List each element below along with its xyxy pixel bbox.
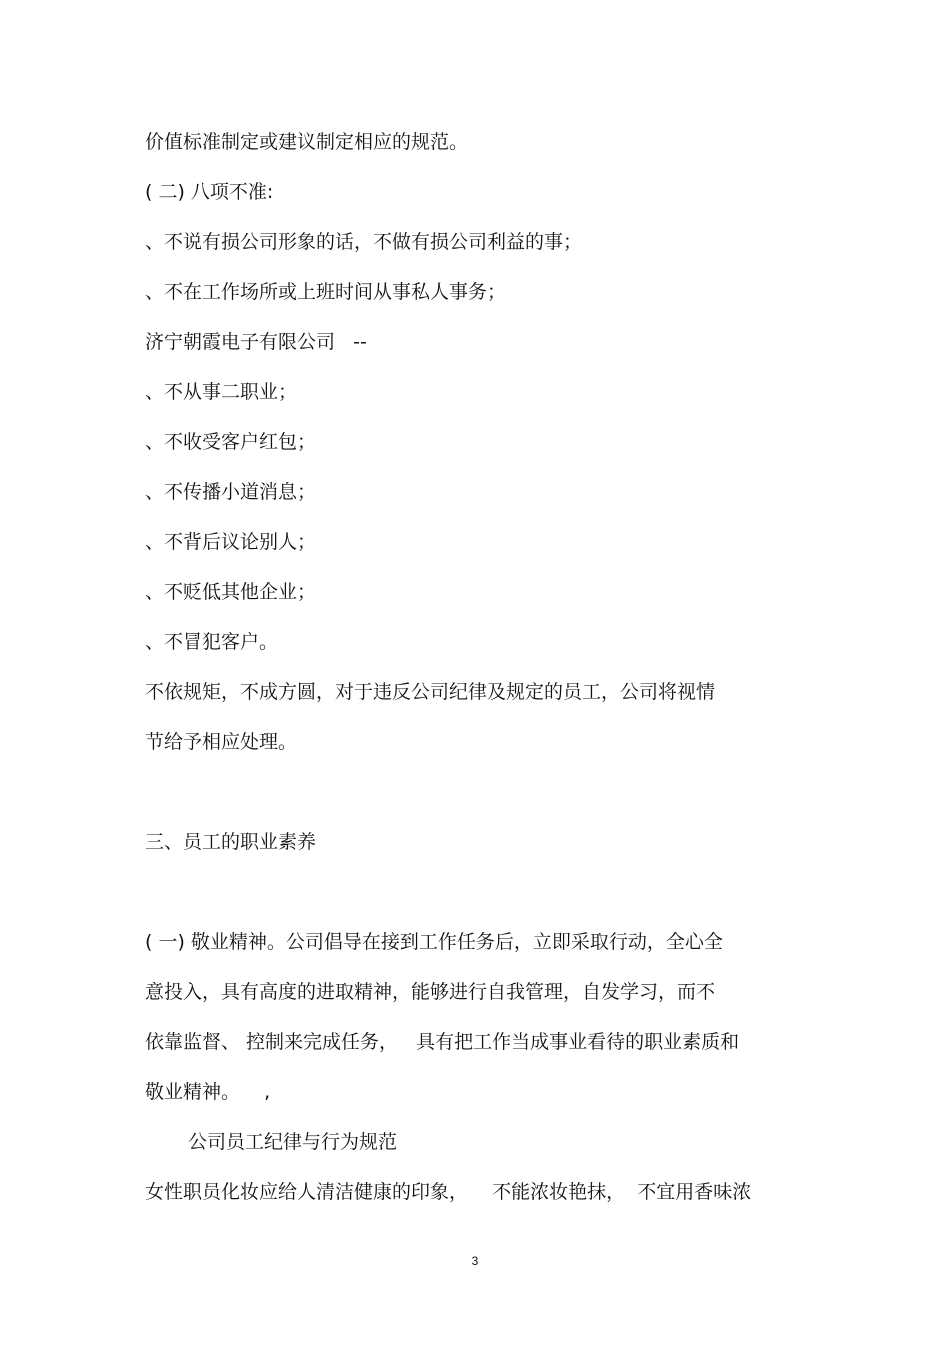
list-item: 、不背后议论别人； <box>145 531 317 553</box>
text-line: 女性职员化妆应给人清洁健康的印象， 不能浓妆艳抹， 不宜用香味浓 <box>145 1181 752 1203</box>
list-item: 、不贬低其他企业； <box>145 581 317 603</box>
company-name-line: 济宁朝霞电子有限公司 -- <box>145 331 367 353</box>
list-item: 、不在工作场所或上班时间从事私人事务； <box>145 281 507 303</box>
header-title-line: 公司员工纪律与行为规范 <box>188 1131 398 1153</box>
text-line: 不依规矩，不成方圆，对于违反公司纪律及规定的员工，公司将视情 <box>145 681 716 703</box>
list-item: 、不说有损公司形象的话，不做有损公司利益的事； <box>145 231 583 253</box>
page-number: 3 <box>471 1254 479 1268</box>
section-heading: ( 二) 八项不准: <box>145 181 274 203</box>
list-item: 、不冒犯客户。 <box>145 631 279 653</box>
text-line: 价值标准制定或建议制定相应的规范。 <box>145 131 469 153</box>
text-line: 节给予相应处理。 <box>145 731 298 753</box>
text-line: 敬业精神。 , <box>145 1081 271 1103</box>
list-item: 、不从事二职业； <box>145 381 298 403</box>
text-line: 依靠监督、 控制来完成任务， 具有把工作当成事业看待的职业素质和 <box>145 1031 740 1053</box>
list-item: 、不收受客户红包； <box>145 431 317 453</box>
list-item: 、不传播小道消息； <box>145 481 317 503</box>
text-line: 意投入，具有高度的进取精神，能够进行自我管理，自发学习，而不 <box>145 981 716 1003</box>
section-heading: 三、员工的职业素养 <box>145 831 317 853</box>
text-line: ( 一) 敬业精神。公司倡导在接到工作任务后，立即采取行动，全心全 <box>145 931 723 953</box>
